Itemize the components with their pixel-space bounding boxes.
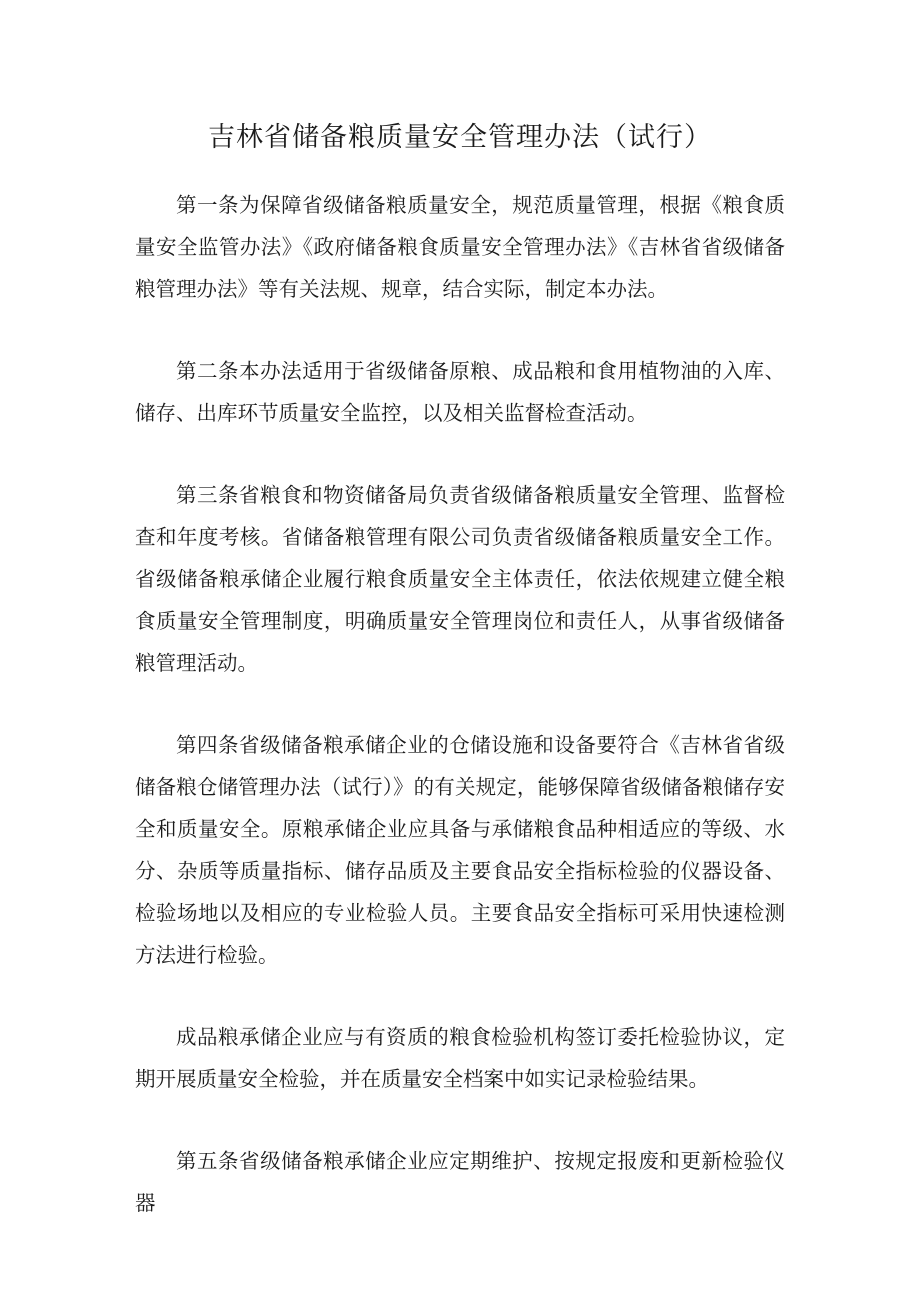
article-4-paragraph: 第四条省级储备粮承储企业的仓储设施和设备要符合《吉林省省级储备粮仓储管理办法（试行）》的有关规定，能够保障省级储备粮储存安全和质量安全。原粮承储企业应具备与承储粮食品种相适应的等级、水分、杂质等质量指标、储存品质及主要食品安全指标检验的仪器设备、检验场地以及相应的专业检验人员。主要食品安全指标可采用快速检测方法进行检验。: [135, 733, 785, 967]
article-3-paragraph: 第三条省粮食和物资储备局负责省级储备粮质量安全管理、监督检查和年度考核。省储备粮管理有限公司负责省级储备粮质量安全工作。省级储备粮承储企业履行粮食质量安全主体责任，依法依规建立健全粮食质量安全管理制度，明确质量安全管理岗位和责任人，从事省级储备粮管理活动。: [135, 483, 785, 675]
article-2-paragraph: 第二条本办法适用于省级储备原粮、成品粮和食用植物油的入库、储存、出库环节质量安全监控，以及相关监督检查活动。: [135, 359, 785, 425]
document-title: 吉林省储备粮质量安全管理办法（试行）: [208, 122, 712, 153]
article-5-paragraph: 第五条省级储备粮承储企业应定期维护、按规定报废和更新检验仪器: [135, 1149, 785, 1215]
article-1-paragraph: 第一条为保障省级储备粮质量安全，规范质量管理，根据《粮食质量安全监管办法》《政府储备粮食质量安全管理办法》《吉林省省级储备粮管理办法》等有关法规、规章，结合实际，制定本办法。: [135, 193, 785, 301]
document-body: [135, 184, 785, 1264]
finished-grain-paragraph: 成品粮承储企业应与有资质的粮食检验机构签订委托检验协议，定期开展质量安全检验，并在质量安全档案中如实记录检验结果。: [135, 1025, 785, 1091]
